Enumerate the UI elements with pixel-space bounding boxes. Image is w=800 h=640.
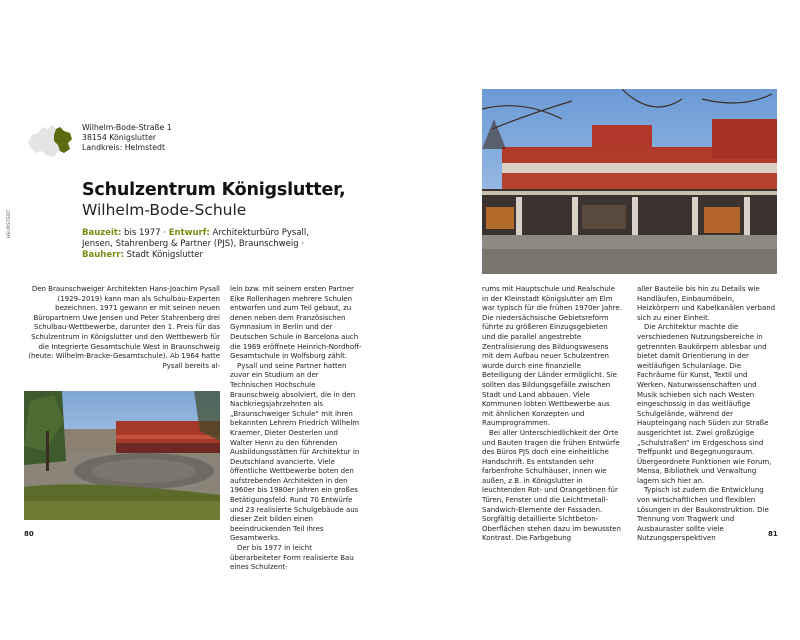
paragraph: Die Architektur machte die verschiedenen Nutzungsbereiche in getrennten Baukörpern ablesbar und bietet damit Orientierung in der weitläufigen Schulanlage. Die Fachräume für Kunst, Textil und Werken, Naturwissenschaften und Musik schieben sich nach Westen eingeschossig in das weitläufige Schulgelände, während der Haupteingang nach Süden zur Straße ausgerichtet ist. Zwei großzügige „Schulstraßen“ im Erdgeschoss sind Treffpunkt und Begegnungsraum. Übergeordnete Funktionen wie Forum, Mensa, Bibliothek und Verwaltung lagern sich hier an. bbox=[637, 323, 772, 485]
bauzeit-label: Bauzeit: bbox=[82, 228, 122, 238]
address-street: Wilhelm-Bode-Straße 1 bbox=[82, 123, 172, 132]
paragraph: Bei aller Unterschiedlichkeit der Orte und Bauten tragen die frühen Entwürfe des Büros PJS doch eine einheitliche Handschrift. Es entstanden sehr farbenfrohe Schulhäuser, innen wie außen, z.B. in Königslutter in leuchtenden Rot- und Orangetönen für Türen, Fenster und die Leichtmetall-Sandwich-Elemente der Fassaden. Sorgfältig detaillierte Sichtbeton-Oberflächen stehen dazu im bewussten Kontrast. Die Farbgebung bbox=[482, 428, 621, 543]
building-meta bbox=[82, 228, 342, 261]
entwurf-value: Architekturbüro Pysall, Jensen, Stahrenberg & Partner (PJS), Braunschweig · bbox=[82, 228, 309, 249]
text-column-1 bbox=[24, 285, 220, 371]
bauherr-value: Stadt Königslutter bbox=[123, 250, 204, 260]
page-number-right: 81 bbox=[768, 530, 778, 538]
page-number-left: 80 bbox=[24, 530, 34, 538]
school-building-photo bbox=[482, 89, 777, 274]
text-column-3 bbox=[482, 285, 622, 544]
text-column-2 bbox=[230, 285, 362, 573]
paragraph: Pysall und seine Partner hatten zuvor ein Studium an der Technischen Hochschule Braunschweig absolviert, die in den Nachkriegsjahrzehnten als „Braunschweiger Schule“ mit ihren bekannten Lehrern Friedrich Wilhelm Kraemer, Dieter Oesterlen und Walter Henn zu den führenden Ausbildungsstätten für Architektur in Deutschland avancierte. Viele öffentliche Wettbewerbe boten den aufstrebenden Architekten in den 1960er bis 1980er Jahren ein großes Betätigungsfeld. Rund 70 Entwürfe und 23 realisierte Schulgebäude aus dieser Zeit bilden einen beeindruckenden Teil ihres Gesamtwerks. bbox=[230, 361, 360, 543]
page-title: Schulzentrum Königslutter, bbox=[82, 180, 346, 200]
entwurf-label: Entwurf: bbox=[168, 228, 210, 238]
paragraph: Den Braunschweiger Architekten Hans-Joachim Pysall (1929–2019) kann man als Schulbau-Experten bezeichnen. 1971 gewann er mit seinen neuen Büropartnern Uwe Jensen und Peter Stahrenberg drei Schulbau-Wettbewerbe, darunter den 1. Preis für das Schulzentrum in Königslutter und den Wettbewerb für die Integrierte Gesamtschule West in Braunschweig (heute: Wilhelm-Bracke-Gesamtschule). Ab 1964 hatte Pysall bereits al- bbox=[28, 285, 220, 370]
text-column-4 bbox=[637, 285, 777, 544]
bauherr-label: Bauherr: bbox=[82, 250, 124, 260]
paragraph: aller Bauteile bis hin zu Details wie Handläufen, Einbaumöbeln, Heizkörpern und Kabelkanälen verband sich zu einer Einheit. bbox=[637, 285, 776, 322]
address-district: Landkreis: Helmstedt bbox=[82, 143, 166, 152]
address-block bbox=[82, 123, 172, 153]
address-city: 38154 Königslutter bbox=[82, 133, 157, 142]
side-tab-label: HELMSTEDT bbox=[6, 209, 11, 238]
paragraph: Der bis 1977 in leicht überarbeiteter Form realisierte Bau eines Schulzent- bbox=[230, 544, 354, 572]
page-subtitle: Wilhelm-Bode-Schule bbox=[82, 201, 247, 219]
paragraph: Typisch ist zudem die Entwicklung von wirtschaftlichen und flexiblen Lösungen in der Baukonstruktion. Die Trennung von Tragwerk und Ausbauraster sollte viele Nutzungsperspektiven bbox=[637, 486, 769, 543]
bauzeit-value: bis 1977 · bbox=[121, 228, 169, 238]
paragraph: lein bzw. mit seinem ersten Partner Eike Rollenhagen mehrere Schulen entworfen und zum Teil gebaut, zu denen neben dem Französischen Gymnasium in Berlin und der Deutschen Schule in Barcelona auch die 1969 eröffnete Heinrich-Nordhoff-Gesamtschule in Wolfsburg zählt. bbox=[230, 285, 362, 361]
district-map-icon bbox=[24, 121, 76, 161]
paragraph: rums mit Hauptschule und Realschule in der Kleinstadt Königslutter am Elm war typisch für die frühen 1970er Jahre. Die niedersächsische Gebietsreform führte zu größeren Einzugsgebieten und die parallel angestrebte Zentralisierung des Bildungswesens mit dem Aufbau neuer Schulzentren wurde durch eine finanzielle Beteiligung der Länder ermöglicht. Sie sollten das Bildungsgefälle zwischen Stadt und Land abbauen. Viele Kommunen lobten Wettbewerbe aus mit ähnlichen Konzepten und Raumprogrammen. bbox=[482, 285, 622, 428]
school-courtyard-photo bbox=[24, 391, 220, 520]
